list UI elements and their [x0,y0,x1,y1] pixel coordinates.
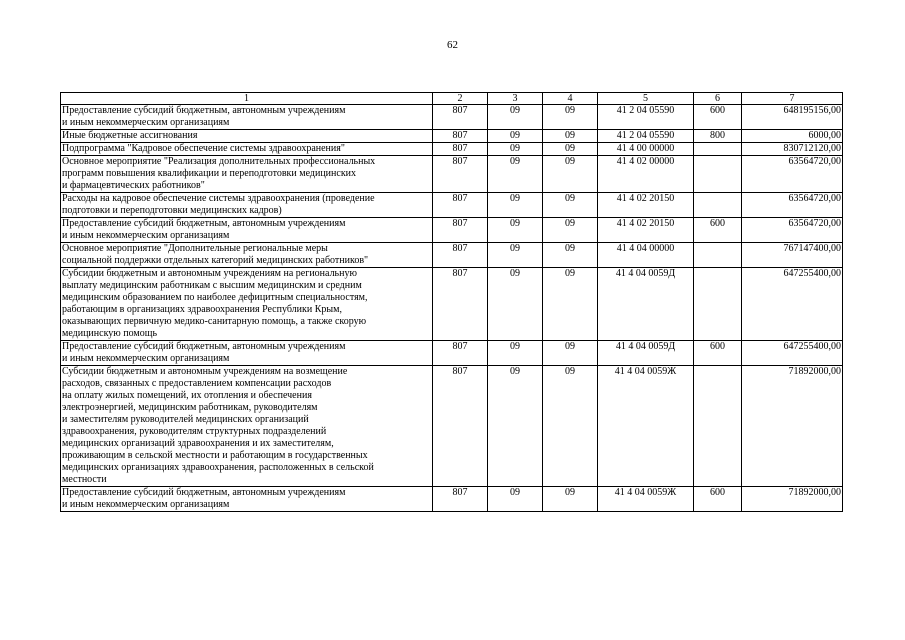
row-ministry-code: 807 [433,143,488,156]
row-subsection-code: 09 [543,366,598,487]
row-amount: 830712120,00 [742,143,843,156]
table-row [61,268,843,341]
row-target-article: 41 4 04 00000 [598,243,694,268]
row-expense-type [694,156,742,193]
row-target-article: 41 4 04 0059Д [598,341,694,366]
row-subsection-code: 09 [543,243,598,268]
row-expense-type: 600 [694,487,742,512]
row-section-code: 09 [488,366,543,487]
row-ministry-code: 807 [433,156,488,193]
row-subsection-code: 09 [543,105,598,130]
row-section-code: 09 [488,218,543,243]
row-amount: 71892000,00 [742,366,843,487]
row-expense-type: 800 [694,130,742,143]
header-row [61,93,843,105]
row-amount: 63564720,00 [742,218,843,243]
row-description: Основное мероприятие "Реализация дополнительных профессиональных программ повышения квалификации и переподготовки медицинских и фармацевтических работников" [61,156,433,193]
row-ministry-code: 807 [433,341,488,366]
row-section-code: 09 [488,130,543,143]
row-subsection-code: 09 [543,341,598,366]
row-ministry-code: 807 [433,105,488,130]
row-ministry-code: 807 [433,268,488,341]
row-amount: 63564720,00 [742,193,843,218]
row-subsection-code: 09 [543,218,598,243]
row-target-article: 41 2 04 05590 [598,130,694,143]
row-section-code: 09 [488,341,543,366]
row-subsection-code: 09 [543,130,598,143]
row-description: Основное мероприятие "Дополнительные региональные меры социальной поддержки отдельных категорий медицинских работников" [61,243,433,268]
row-description: Подпрограмма "Кадровое обеспечение системы здравоохранения" [61,143,433,156]
row-ministry-code: 807 [433,130,488,143]
row-ministry-code: 807 [433,218,488,243]
row-amount: 6000,00 [742,130,843,143]
row-ministry-code: 807 [433,193,488,218]
row-amount: 647255400,00 [742,341,843,366]
row-target-article: 41 4 04 0059Д [598,268,694,341]
row-subsection-code: 09 [543,143,598,156]
row-target-article: 41 4 04 0059Ж [598,366,694,487]
row-amount: 71892000,00 [742,487,843,512]
row-amount: 647255400,00 [742,268,843,341]
row-section-code: 09 [488,193,543,218]
row-section-code: 09 [488,156,543,193]
row-ministry-code: 807 [433,487,488,512]
row-target-article: 41 4 04 0059Ж [598,487,694,512]
column-header: 4 [543,93,598,105]
row-subsection-code: 09 [543,268,598,341]
row-description: Субсидии бюджетным и автономным учреждениям на региональную выплату медицинским работникам с высшим медицинским и средним медицинским образованием по наиболее дефицитным специальностям, работающим в организациях здравоохранения Республики Крым, оказывающих первичную медико-санитарную помощь, а также скорую медицинскую помощь [61,268,433,341]
row-amount: 63564720,00 [742,156,843,193]
column-header: 2 [433,93,488,105]
table-row [61,156,843,193]
row-section-code: 09 [488,243,543,268]
row-description: Расходы на кадровое обеспечение системы здравоохранения (проведение подготовки и переподготовки медицинских кадров) [61,193,433,218]
row-description: Предоставление субсидий бюджетным, автономным учреждениям и иным некоммерческим организациям [61,218,433,243]
table-row [61,193,843,218]
column-header: 5 [598,93,694,105]
row-expense-type [694,143,742,156]
table-row [61,487,843,512]
row-expense-type: 600 [694,341,742,366]
row-description: Предоставление субсидий бюджетным, автономным учреждениям и иным некоммерческим организациям [61,105,433,130]
row-expense-type [694,366,742,487]
row-ministry-code: 807 [433,243,488,268]
row-section-code: 09 [488,105,543,130]
row-target-article: 41 4 00 00000 [598,143,694,156]
row-expense-type: 600 [694,218,742,243]
row-amount: 767147400,00 [742,243,843,268]
row-target-article: 41 4 02 00000 [598,156,694,193]
column-header: 7 [742,93,843,105]
row-target-article: 41 2 04 05590 [598,105,694,130]
row-target-article: 41 4 02 20150 [598,193,694,218]
row-expense-type [694,268,742,341]
table-row [61,105,843,130]
table-row [61,243,843,268]
row-description: Предоставление субсидий бюджетным, автономным учреждениям и иным некоммерческим организациям [61,487,433,512]
table-row [61,341,843,366]
column-header: 6 [694,93,742,105]
row-expense-type: 600 [694,105,742,130]
row-expense-type [694,193,742,218]
row-expense-type [694,243,742,268]
row-subsection-code: 09 [543,193,598,218]
table-row [61,366,843,487]
budget-table [60,92,843,512]
table-row [61,130,843,143]
page-number: 62 [447,39,458,51]
row-subsection-code: 09 [543,487,598,512]
row-description: Иные бюджетные ассигнования [61,130,433,143]
row-section-code: 09 [488,487,543,512]
row-section-code: 09 [488,268,543,341]
row-section-code: 09 [488,143,543,156]
row-target-article: 41 4 02 20150 [598,218,694,243]
row-subsection-code: 09 [543,156,598,193]
row-amount: 648195156,00 [742,105,843,130]
row-description: Субсидии бюджетным и автономным учреждениям на возмещение расходов, связанных с предоставлением компенсации расходов на оплату жилых помещений, их отопления и обеспечения электроэнергией, медицинским работникам, руководителям и заместителям руководителей медицинских организаций здравоохранения, руководителям структурных подразделений медицинских организаций здравоохранения и их заместителям, проживающим в сельской местности и работающим в государственных медицинских организациях здравоохранения, расположенных в сельской местности [61,366,433,487]
row-description: Предоставление субсидий бюджетным, автономным учреждениям и иным некоммерческим организациям [61,341,433,366]
row-ministry-code: 807 [433,366,488,487]
table-row [61,143,843,156]
column-header: 3 [488,93,543,105]
table-body [61,105,843,512]
column-header: 1 [61,93,433,105]
table-row [61,218,843,243]
